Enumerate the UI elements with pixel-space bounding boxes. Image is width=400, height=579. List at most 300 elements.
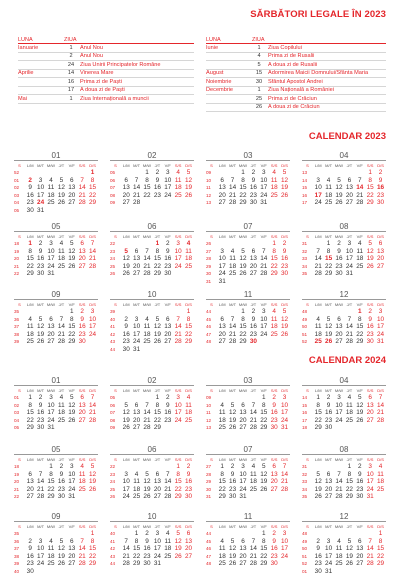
day-cell: 4 (28, 315, 32, 323)
day-cell (163, 560, 173, 568)
week-number: 49 (302, 316, 308, 322)
weekday-header: M/W (46, 234, 56, 239)
day-cell: 11 (356, 247, 364, 255)
week-number: 05 (14, 425, 20, 431)
day-cell: 27 (376, 262, 385, 270)
weekday-header: J/T (154, 163, 161, 168)
weekday-header: V/F (356, 234, 363, 239)
day-cell: 17 (88, 323, 97, 331)
day-cell: 26 (335, 199, 343, 207)
day-cell: 19 (122, 416, 130, 424)
day-cell: 1 (69, 308, 74, 315)
weekday-header: S/S (366, 388, 374, 393)
day-cell: 18 (325, 191, 333, 199)
day-cell (67, 270, 77, 278)
day-cell: 7 (337, 470, 341, 478)
day-cell: 23 (164, 262, 172, 270)
day-cell (334, 424, 344, 432)
weekday-header: L/M (122, 457, 130, 462)
day-cell: 7 (282, 463, 287, 470)
day-cell: 4 (186, 240, 191, 247)
day-cell: 8 (241, 176, 245, 184)
day-cell: 10 (314, 184, 322, 192)
weekday-header: J/T (58, 457, 65, 462)
day-cell: 16 (314, 552, 322, 560)
weekday-header: D/S (185, 302, 192, 307)
holiday-month: Decembrie (206, 87, 234, 94)
holiday-day: 16 (67, 78, 75, 85)
weekday-header: V/F (356, 457, 363, 462)
day-cell: 23 (249, 191, 257, 199)
day-cell: 12 (335, 184, 343, 192)
day-cell (375, 424, 385, 432)
day-cell: 25 (47, 560, 55, 568)
weekday-header: M/T (133, 524, 141, 529)
day-cell: 30 (78, 338, 86, 346)
weekday-header: J/T (154, 457, 161, 462)
holiday-day: 30 (255, 78, 263, 85)
day-cell: 29 (174, 493, 182, 501)
day-cell (334, 463, 344, 471)
day-cell: 13 (325, 478, 333, 486)
day-cell: 7 (90, 240, 95, 247)
holiday-day: 24 (67, 61, 75, 68)
weekday-header: L/M (218, 234, 226, 239)
month-grid (110, 387, 194, 432)
weekday-header: J/T (58, 524, 65, 529)
day-cell: 21 (143, 262, 151, 270)
day-cell: 3 (38, 537, 43, 545)
weekday-header: M/T (133, 163, 141, 168)
day-cell (217, 308, 227, 316)
weekday-header: V/F (164, 388, 171, 393)
weekday-header: S (306, 524, 309, 529)
day-cell: 15 (47, 478, 55, 486)
week-number: 22 (110, 241, 116, 246)
day-cell: 28 (57, 338, 65, 346)
day-cell: 12 (345, 545, 353, 553)
day-cell: 5 (90, 463, 95, 470)
day-cell: 18 (184, 255, 193, 263)
weekday-header: L/M (218, 524, 226, 529)
day-cell (365, 270, 375, 278)
day-cell: 14 (78, 545, 86, 553)
day-cell: 18 (229, 262, 237, 270)
day-cell: 3 (378, 308, 383, 315)
day-cell: 20 (164, 330, 172, 338)
weekday-header: S (114, 524, 117, 529)
weekday-header: M/W (46, 302, 56, 307)
weekday-header: V/F (68, 457, 75, 462)
holiday-row (206, 61, 386, 70)
day-cell: 23 (280, 262, 289, 270)
day-cell: 2 (28, 176, 32, 184)
day-cell: 17 (37, 552, 45, 560)
day-cell: 24 (122, 493, 130, 501)
day-cell: 19 (122, 262, 130, 270)
week-number: 50 (302, 546, 308, 552)
holidays-header (206, 36, 386, 44)
weekday-header: D/S (377, 457, 384, 462)
week-number: 40 (110, 316, 116, 322)
week-number: 11 (206, 185, 211, 191)
day-cell: 4 (176, 169, 180, 176)
day-cell: 9 (186, 470, 191, 478)
day-cell: 1 (134, 530, 139, 537)
day-cell: 19 (239, 262, 247, 270)
day-cell: 25 (229, 270, 237, 278)
week-number: 14 (302, 177, 308, 183)
week-number: 51 (302, 331, 308, 337)
week-number: 27 (206, 464, 212, 469)
day-cell: 29 (218, 493, 226, 501)
day-cell: 29 (153, 270, 161, 278)
day-cell: 23 (57, 485, 65, 493)
day-cell: 15 (88, 545, 97, 553)
day-cell: 4 (49, 176, 53, 184)
day-cell: 4 (316, 315, 320, 323)
week-number: 23 (110, 471, 116, 477)
holidays-title: SĂRBĂTORI LEGALE ÎN 2023 (250, 9, 386, 20)
day-cell: 8 (90, 537, 95, 545)
week-number: 44 (110, 346, 116, 352)
day-cell: 22 (325, 262, 333, 270)
day-cell: 11 (270, 176, 278, 184)
weekday-header: V/F (260, 234, 267, 239)
day-cell: 1 (28, 240, 32, 247)
weekday-header: L/M (314, 302, 322, 307)
day-cell (313, 308, 323, 316)
day-cell: 6 (69, 537, 74, 545)
day-cell (56, 169, 66, 177)
day-cell (121, 308, 131, 316)
day-cell: 25 (78, 485, 86, 493)
day-cell: 25 (26, 338, 34, 346)
day-cell: 11 (325, 184, 332, 192)
day-cell: 3 (261, 169, 266, 176)
day-cell: 10 (47, 247, 55, 255)
day-cell (87, 493, 97, 501)
day-cell: 9 (337, 247, 341, 255)
day-cell: 24 (153, 552, 161, 560)
month-grid (110, 456, 194, 501)
weekday-header: S/S (78, 457, 86, 462)
month-11 (206, 512, 290, 568)
day-cell: 27 (164, 338, 172, 346)
day-cell: 19 (68, 255, 76, 263)
day-cell (87, 568, 97, 576)
day-cell: 29 (47, 493, 55, 501)
week-number: 13 (206, 425, 212, 431)
day-cell: 10 (260, 315, 268, 323)
weekday-header: S/S (270, 163, 278, 168)
week-number: 36 (14, 316, 20, 322)
day-cell (163, 346, 173, 354)
day-cell: 27 (325, 493, 333, 501)
day-cell: 16 (325, 409, 333, 417)
day-cell (163, 424, 173, 432)
day-cell: 28 (366, 560, 374, 568)
day-cell (183, 199, 193, 207)
week-number: 01 (14, 395, 20, 400)
week-number: 31 (206, 278, 212, 284)
weekday-header: S (114, 457, 117, 462)
week-number: 12 (206, 417, 212, 423)
day-cell: 21 (78, 191, 86, 199)
day-cell: 9 (80, 315, 84, 323)
day-cell: 28 (335, 493, 343, 501)
month-02 (110, 151, 194, 207)
day-cell: 10 (345, 247, 353, 255)
day-cell: 11 (185, 247, 192, 255)
day-cell: 18 (270, 184, 278, 192)
day-cell: 25 (184, 416, 193, 424)
day-cell (375, 568, 385, 576)
month-grid (302, 456, 386, 501)
day-cell: 9 (282, 247, 287, 255)
day-cell: 10 (122, 478, 130, 486)
day-cell: 3 (282, 394, 287, 401)
day-cell: 27 (366, 416, 374, 424)
weekday-header: M/T (229, 302, 237, 307)
day-cell: 14 (376, 401, 385, 409)
day-cell: 1 (261, 530, 266, 537)
day-cell: 28 (314, 270, 322, 278)
holiday-row (206, 78, 386, 87)
day-cell: 25 (249, 485, 257, 493)
weekday-header: D/S (89, 524, 96, 529)
day-cell: 6 (49, 315, 53, 323)
day-cell: 23 (122, 338, 130, 346)
day-cell: 17 (260, 323, 268, 331)
weekday-header: V/F (260, 302, 267, 307)
day-cell: 5 (145, 470, 149, 478)
weekday-header: L/M (218, 457, 226, 462)
weekday-header: S (18, 457, 21, 462)
holiday-name: Ziua Națională a României (268, 87, 334, 94)
day-cell: 24 (68, 485, 76, 493)
day-cell: 27 (68, 199, 76, 207)
week-number: 15 (302, 402, 308, 408)
weekday-header: S (114, 302, 117, 307)
holiday-month: Noiembrie (206, 78, 232, 85)
day-cell: 13 (68, 545, 76, 553)
day-cell: 10 (47, 401, 55, 409)
week-number: 30 (206, 486, 212, 492)
day-cell: 4 (230, 247, 235, 255)
day-cell (355, 568, 365, 576)
day-cell (131, 463, 141, 471)
weekday-header: V/F (164, 163, 171, 168)
day-cell (183, 560, 193, 568)
weekday-header: M/W (46, 388, 56, 393)
day-cell: 6 (220, 176, 224, 184)
day-cell (173, 424, 183, 432)
weekday-header: J/T (58, 163, 65, 168)
weekday-header: D/S (281, 302, 288, 307)
day-cell: 23 (229, 485, 237, 493)
day-cell: 20 (249, 262, 257, 270)
day-cell: 30 (356, 493, 364, 501)
day-cell: 1 (90, 169, 95, 176)
week-number: 35 (14, 309, 20, 314)
month-02 (110, 376, 194, 432)
week-number: 22 (14, 271, 20, 277)
weekday-header: M/T (37, 524, 45, 529)
day-cell (35, 308, 45, 316)
day-cell: 30 (280, 270, 289, 278)
day-cell: 2 (282, 240, 287, 247)
day-cell (131, 308, 141, 316)
weekday-header: M/W (334, 234, 344, 239)
holiday-month: August (206, 70, 224, 77)
day-cell: 27 (249, 270, 257, 278)
day-cell: 7 (59, 315, 64, 323)
header-month: LUNA (206, 37, 221, 43)
day-cell: 5 (69, 240, 74, 247)
day-cell: 30 (335, 270, 343, 278)
month-grid (14, 523, 98, 576)
day-cell: 19 (356, 409, 364, 417)
week-number: 38 (14, 331, 20, 337)
holiday-row (206, 95, 386, 104)
month-09 (14, 290, 98, 346)
weekday-header: V/F (164, 524, 171, 529)
month-06 (110, 445, 194, 501)
weekday-header: M/T (37, 234, 45, 239)
weekday-header: S/S (270, 388, 278, 393)
day-cell: 27 (184, 552, 193, 560)
month-08 (302, 445, 386, 501)
day-cell: 19 (68, 409, 76, 417)
week-number: 24 (110, 256, 116, 262)
day-cell: 27 (78, 416, 86, 424)
day-cell: 21 (366, 552, 374, 560)
day-cell: 12 (57, 184, 65, 192)
day-cell: 14 (37, 478, 45, 486)
day-cell: 6 (165, 315, 170, 323)
day-cell: 10 (68, 470, 76, 478)
holidays-table-left (18, 36, 194, 104)
holiday-name: Ziua Internațională a muncii (80, 95, 149, 102)
day-cell: 21 (143, 416, 151, 424)
day-cell: 22 (345, 485, 353, 493)
day-cell: 20 (366, 409, 374, 417)
day-cell: 8 (357, 315, 362, 323)
day-cell: 29 (26, 424, 34, 432)
day-cell: 4 (49, 537, 53, 545)
day-cell: 7 (124, 537, 128, 545)
day-cell (334, 169, 344, 177)
day-cell: 11 (218, 409, 226, 417)
day-cell (269, 199, 279, 207)
day-cell: 2 (124, 315, 128, 323)
week-number: 20 (14, 256, 20, 262)
day-cell: 23 (37, 262, 45, 270)
day-cell: 9 (59, 470, 64, 478)
day-cell: 12 (153, 323, 161, 331)
day-cell (163, 308, 173, 316)
weekday-header: M/W (142, 234, 152, 239)
day-cell (227, 394, 237, 402)
day-cell: 17 (314, 191, 322, 199)
month-11 (206, 290, 290, 346)
day-cell: 15 (174, 478, 182, 486)
day-cell: 16 (164, 255, 172, 263)
day-cell: 3 (220, 247, 224, 255)
day-cell: 27 (26, 493, 34, 501)
day-cell: 23 (325, 416, 333, 424)
day-cell: 19 (314, 485, 322, 493)
week-number: 03 (14, 410, 20, 416)
day-cell: 10 (280, 537, 289, 545)
day-cell: 24 (314, 199, 322, 207)
week-number: 09 (110, 425, 116, 431)
day-cell: 13 (184, 537, 193, 545)
day-cell: 11 (335, 545, 343, 553)
day-cell: 5 (282, 169, 287, 176)
day-cell (87, 424, 97, 432)
day-cell: 11 (143, 323, 151, 331)
day-cell: 18 (47, 552, 55, 560)
weekday-header: M/W (46, 163, 56, 168)
day-cell: 30 (270, 424, 278, 432)
weekday-header: S (114, 234, 117, 239)
day-cell: 6 (368, 394, 372, 401)
day-cell (142, 394, 152, 402)
day-cell: 14 (88, 401, 97, 409)
week-number: 31 (302, 464, 308, 469)
day-cell: 23 (26, 560, 34, 568)
day-cell: 3 (69, 463, 74, 470)
day-cell: 16 (270, 409, 278, 417)
day-cell: 19 (229, 416, 237, 424)
day-cell (248, 240, 258, 248)
day-cell (334, 308, 344, 316)
day-cell: 5 (176, 530, 180, 537)
holiday-month: Mai (18, 95, 28, 102)
weekday-header: D/S (377, 524, 384, 529)
day-cell: 13 (345, 184, 353, 192)
day-cell: 7 (145, 401, 149, 409)
month-grid (206, 301, 290, 346)
day-cell: 16 (376, 184, 385, 192)
weekday-header: J/T (250, 524, 257, 529)
day-cell: 24 (260, 330, 268, 338)
month-07 (206, 445, 290, 501)
day-cell: 17 (133, 330, 141, 338)
day-cell: 6 (378, 240, 383, 247)
weekday-header: S (210, 302, 213, 307)
day-cell: 31 (68, 493, 76, 501)
weekday-header: D/S (185, 234, 192, 239)
month-number: 07 (206, 445, 290, 455)
day-cell: 18 (57, 409, 65, 417)
day-cell: 30 (325, 424, 333, 432)
day-cell: 25 (270, 191, 278, 199)
day-cell: 7 (134, 176, 139, 184)
day-cell: 26 (57, 199, 65, 207)
day-cell: 26 (280, 191, 289, 199)
day-cell: 12 (356, 401, 364, 409)
day-cell: 14 (280, 470, 289, 478)
day-cell: 26 (366, 262, 374, 270)
day-cell: 14 (260, 255, 268, 263)
day-cell: 21 (314, 262, 322, 270)
day-cell: 10 (164, 176, 172, 184)
day-cell: 22 (239, 191, 247, 199)
day-cell: 14 (229, 184, 237, 192)
